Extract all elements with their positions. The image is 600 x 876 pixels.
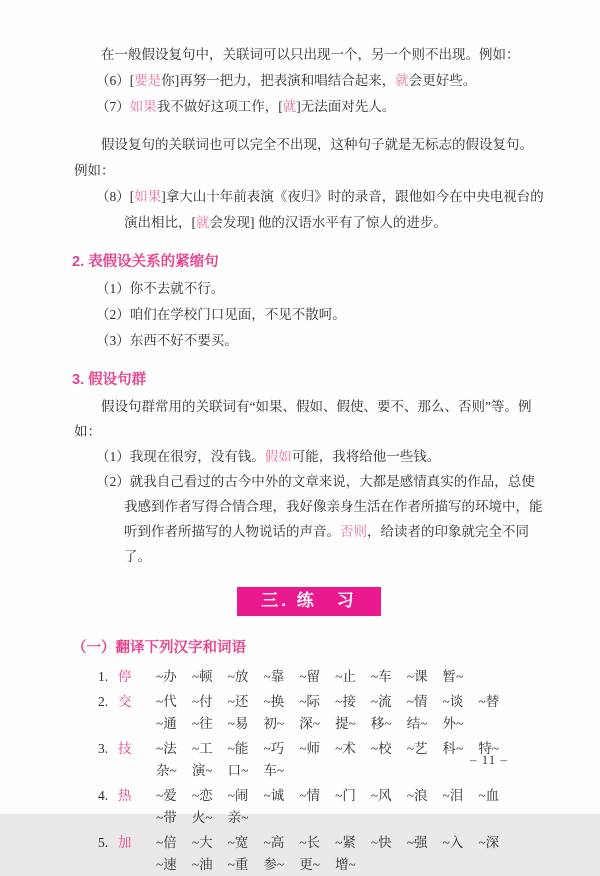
word: ~高 [263,835,285,850]
word: ~情 [299,788,321,803]
word: ~留 [299,669,321,684]
word: ~紧 [335,835,356,850]
word: ~艺 [406,741,428,756]
word: ~速 [156,857,177,872]
word: 初~ [263,716,285,731]
word: ~放 [227,669,249,684]
text-segment: （6）[ [96,73,135,88]
word-item-headword: 交 [118,694,132,709]
text-segment: 你]再努一把力，把表演和唱结合起来， [161,73,396,88]
word: 暂~ [442,669,464,684]
highlighted-connective: 就 [196,215,210,230]
word: ~强 [406,835,428,850]
word: ~通 [156,716,177,731]
page-number: – 11 – [469,752,508,767]
word: ~闹 [227,788,249,803]
word: ~长 [299,835,321,850]
word: ~法 [156,741,177,756]
word-item-headword: 加 [118,835,132,850]
word: ~流 [370,694,392,709]
text-segment: （1）你不去就不行。 [96,281,225,296]
text-segment: （8）[ [96,189,135,204]
text-segment: （2）就我自己看过的古今中外的文章来说，大都是感情真实的作品，总使我感到作者写得合情合理，我好像亲身生活在作者所描写的环境中，能听到作者所描写的人物说话的声音。 [96,474,543,539]
word-item [98,785,544,829]
word: ~顿 [191,669,213,684]
word: 更~ [299,857,321,872]
word-item-headword: 技 [118,741,132,756]
text-segment: 会发现] 他的汉语水平有了惊人的进步。 [209,215,447,230]
word: ~往 [191,716,213,731]
word: 增~ [335,857,356,872]
example-sentence-6 [74,68,544,94]
word: ~靠 [263,669,285,684]
practice-banner: 三. 练 习 [237,587,380,616]
section-2-examples [74,276,544,354]
word-item-lines [156,785,544,829]
word: ~车 [370,669,392,684]
word: ~能 [227,741,249,756]
word-item-lines [156,666,544,688]
word: ~诚 [263,788,285,803]
highlighted-connective: 要是 [134,73,162,88]
word: ~代 [156,694,177,709]
word: ~工 [191,741,213,756]
word: ~宽 [227,835,249,850]
list-item [74,328,544,354]
example-sentence-7 [74,94,544,120]
word: 演~ [191,763,213,778]
text-segment: （2）咱们在学校门口见面，不见不散呵。 [96,307,346,322]
list-item [74,444,544,469]
word: ~风 [370,788,392,803]
body-paragraph [74,394,544,444]
word-line [156,807,544,829]
word: ~入 [442,835,464,850]
word: ~爱 [156,788,177,803]
word-item-number: 2. [98,694,109,709]
word-line [156,854,544,876]
highlighted-connective: 否则 [340,524,367,539]
word-item [98,666,544,688]
word: ~师 [299,741,321,756]
text-segment: 假设句群常用的关联词有“如果、假如、假使、要不、那么、否则”等。例如： [74,399,532,439]
word-item-number: 4. [98,788,109,803]
word: ~重 [227,857,249,872]
section-heading-2: 2. 表假设关系的紧缩句 [72,254,219,270]
word: 杂~ [156,763,177,778]
text-segment: 我不做好这项工作，[ [156,99,283,114]
text-segment: 在一般假设复句中，关联词可以只出现一个，另一个则不出现。例如： [101,47,520,62]
word: ~际 [299,694,321,709]
word-line [156,713,544,735]
highlighted-connective: 就 [282,99,297,114]
word: ~付 [191,694,213,709]
text-segment: ，给读者的印象就完全不同了。 [124,524,529,564]
text-segment: （3）东西不好不要买。 [96,333,238,348]
word-item-number: 3. [98,741,109,756]
text-segment: 会更好些。 [408,73,477,88]
word-item-number: 5. [98,835,109,850]
text-segment: （7） [96,99,130,114]
word: ~校 [370,741,392,756]
word: ~泪 [442,788,464,803]
section-heading-3: 3. 假设句群 [72,372,147,388]
word: ~办 [156,669,177,684]
word: 参~ [263,857,285,872]
word: 口~ [227,763,249,778]
word-item-lines [156,832,544,876]
word: 亲~ [227,810,249,825]
word: ~大 [191,835,213,850]
word: ~倍 [156,835,177,850]
word: ~还 [227,694,249,709]
word: 提~ [335,716,356,731]
word: ~换 [263,694,285,709]
list-item [74,469,544,569]
word-line [156,832,544,854]
text-segment: （1）我现在很穷，没有钱。 [96,449,265,464]
example-sentence-8 [74,184,544,236]
word: 外~ [442,716,464,731]
word: ~带 [156,810,177,825]
list-item [74,276,544,302]
word: ~门 [335,788,356,803]
word: ~巧 [263,741,285,756]
word: ~恋 [191,788,213,803]
highlighted-connective: 假如 [264,449,292,464]
word: ~谈 [442,694,464,709]
word-item-lines [156,691,544,735]
text-segment: ]拿大山十年前表演《夜归》时的录音，跟他如今在中央电视台的演出相比，[ [124,189,544,230]
word-line [156,785,544,807]
word: ~油 [191,857,213,872]
text-segment: ]无法面对先人。 [296,99,396,114]
highlighted-connective: 如果 [134,189,162,204]
word: 车~ [263,763,285,778]
word-item [98,691,544,735]
word-line [156,666,544,688]
word: 结~ [406,716,428,731]
word-line [156,691,544,713]
word: 移~ [370,716,392,731]
word-item-number: 1. [98,669,109,684]
word: ~情 [406,694,428,709]
highlighted-connective: 就 [395,73,409,88]
body-paragraph [74,132,544,184]
word: ~血 [478,788,500,803]
word-item [98,832,544,876]
text-segment: 假设复句的关联词也可以完全不出现，这种句子就是无标志的假设复句。例如： [74,137,533,178]
word: 科~ [442,741,464,756]
section-3-body [74,394,544,569]
word: 火~ [191,810,213,825]
exercise-heading: （一）翻译下列汉字和词语 [72,640,246,656]
highlighted-connective: 如果 [129,99,157,114]
text-segment: 可能，我将给他一些钱。 [291,449,441,464]
word: ~深 [478,835,500,850]
word: 特~ [478,741,500,756]
word: ~止 [335,669,356,684]
word: ~课 [406,669,428,684]
word: ~易 [227,716,249,731]
list-item [74,302,544,328]
word-item-headword: 停 [118,669,132,684]
word: ~接 [335,694,356,709]
word: ~术 [335,741,356,756]
body-paragraph [74,42,544,68]
word-list [74,666,544,876]
word: ~浪 [406,788,428,803]
word: ~替 [478,694,500,709]
word: ~快 [370,835,392,850]
word-item-headword: 热 [118,788,132,803]
word: 深~ [299,716,321,731]
